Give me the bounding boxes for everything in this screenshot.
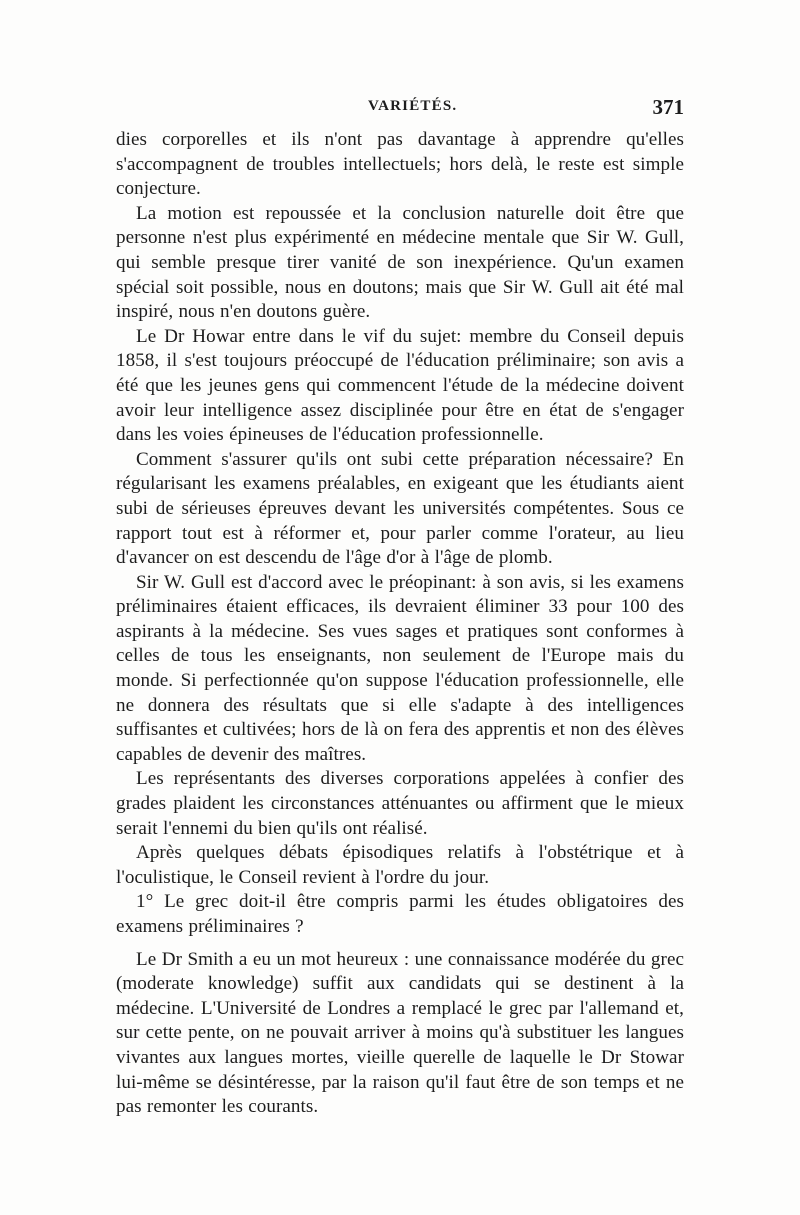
paragraph-motion: La motion est repoussée et la conclusion naturelle doit être que personne n'est plus expérimenté en médecine mentale que Sir W. Gull, qui semble presque tirer vanité de son inexpérience. Qu'un examen spécial soit possible, nous en doutons; mais que Sir W. Gull ait été mal inspiré, nous n'en doutons guère. xyxy=(116,202,684,323)
running-title: VARIÉTÉS. xyxy=(368,98,458,114)
paragraph-corporations: Les représentants des diverses corporations appelées à confier des grades plaident les circonstances atténuantes ou affirment que le mieux serait l'ennemi du bien qu'ils ont réalisé. xyxy=(116,768,684,839)
paragraph-preparation: Comment s'assurer qu'ils ont subi cette préparation nécessaire? En régularisant les examens préalables, en exigeant que les étudiants aient subi de sérieuses épreuves devant les universités compétentes. Sous ce rapport tout est à réformer et, pour parler comme l'orateur, au lieu d'avancer on est descendu de l'âge d'or à l'âge de plomb. xyxy=(116,448,684,569)
paragraph-debates: Après quelques débats épisodiques relatifs à l'obstétrique et à l'oculistique, le Conseil revient à l'ordre du jour. xyxy=(116,842,684,888)
paragraph-sir-gull: Sir W. Gull est d'accord avec le préopinant: à son avis, si les examens préliminaires étaient efficaces, ils devraient éliminer 33 pour 100 des aspirants à la médecine. Ses vues sages et pratiques sont conformes à celles de tous les enseignants, non seulement de l'Europe mais du monde. Si perfectionnée qu'on suppose l'éducation professionnelle, elle ne donnera des résultats que si elle s'adapte à des intelligences suffisantes et cultivées; hors de là on fera des apprentis et non des élèves capables de devenir des maîtres. xyxy=(116,571,684,765)
paragraph-continuation: dies corporelles et ils n'ont pas davantage à apprendre qu'elles s'accompagnent de troubles intellectuels; hors delà, le reste est simple conjecture. xyxy=(116,129,684,200)
body-text xyxy=(116,128,684,1120)
paragraph-dr-smith: Le Dr Smith a eu un mot heureux : une connaissance modérée du grec (moderate knowledge) suffit aux candidats qui se destinent à la médecine. L'Université de Londres a remplacé le grec par l'allemand et, sur cette pente, on ne pouvait arriver à moins qu'à substituer les langues vivantes aux langues mortes, vieille querelle de laquelle le Dr Stowar lui-même se désintéresse, par la raison qu'il faut être de son temps et ne pas remonter les courants. xyxy=(116,948,684,1118)
paragraph-greek-question: 1° Le grec doit-il être compris parmi les études obligatoires des examens préliminaires ? xyxy=(116,891,684,937)
running-head xyxy=(116,95,684,122)
paragraph-dr-howar: Le Dr Howar entre dans le vif du sujet: membre du Conseil depuis 1858, il s'est toujours préoccupé de l'éducation préliminaire; son avis a été que les jeunes gens qui commencent l'étude de la médecine doivent avoir leur intelligence assez disciplinée pour être en état de s'engager dans les voies épineuses de l'éducation professionnelle. xyxy=(116,325,684,446)
page-number: 371 xyxy=(652,95,684,119)
